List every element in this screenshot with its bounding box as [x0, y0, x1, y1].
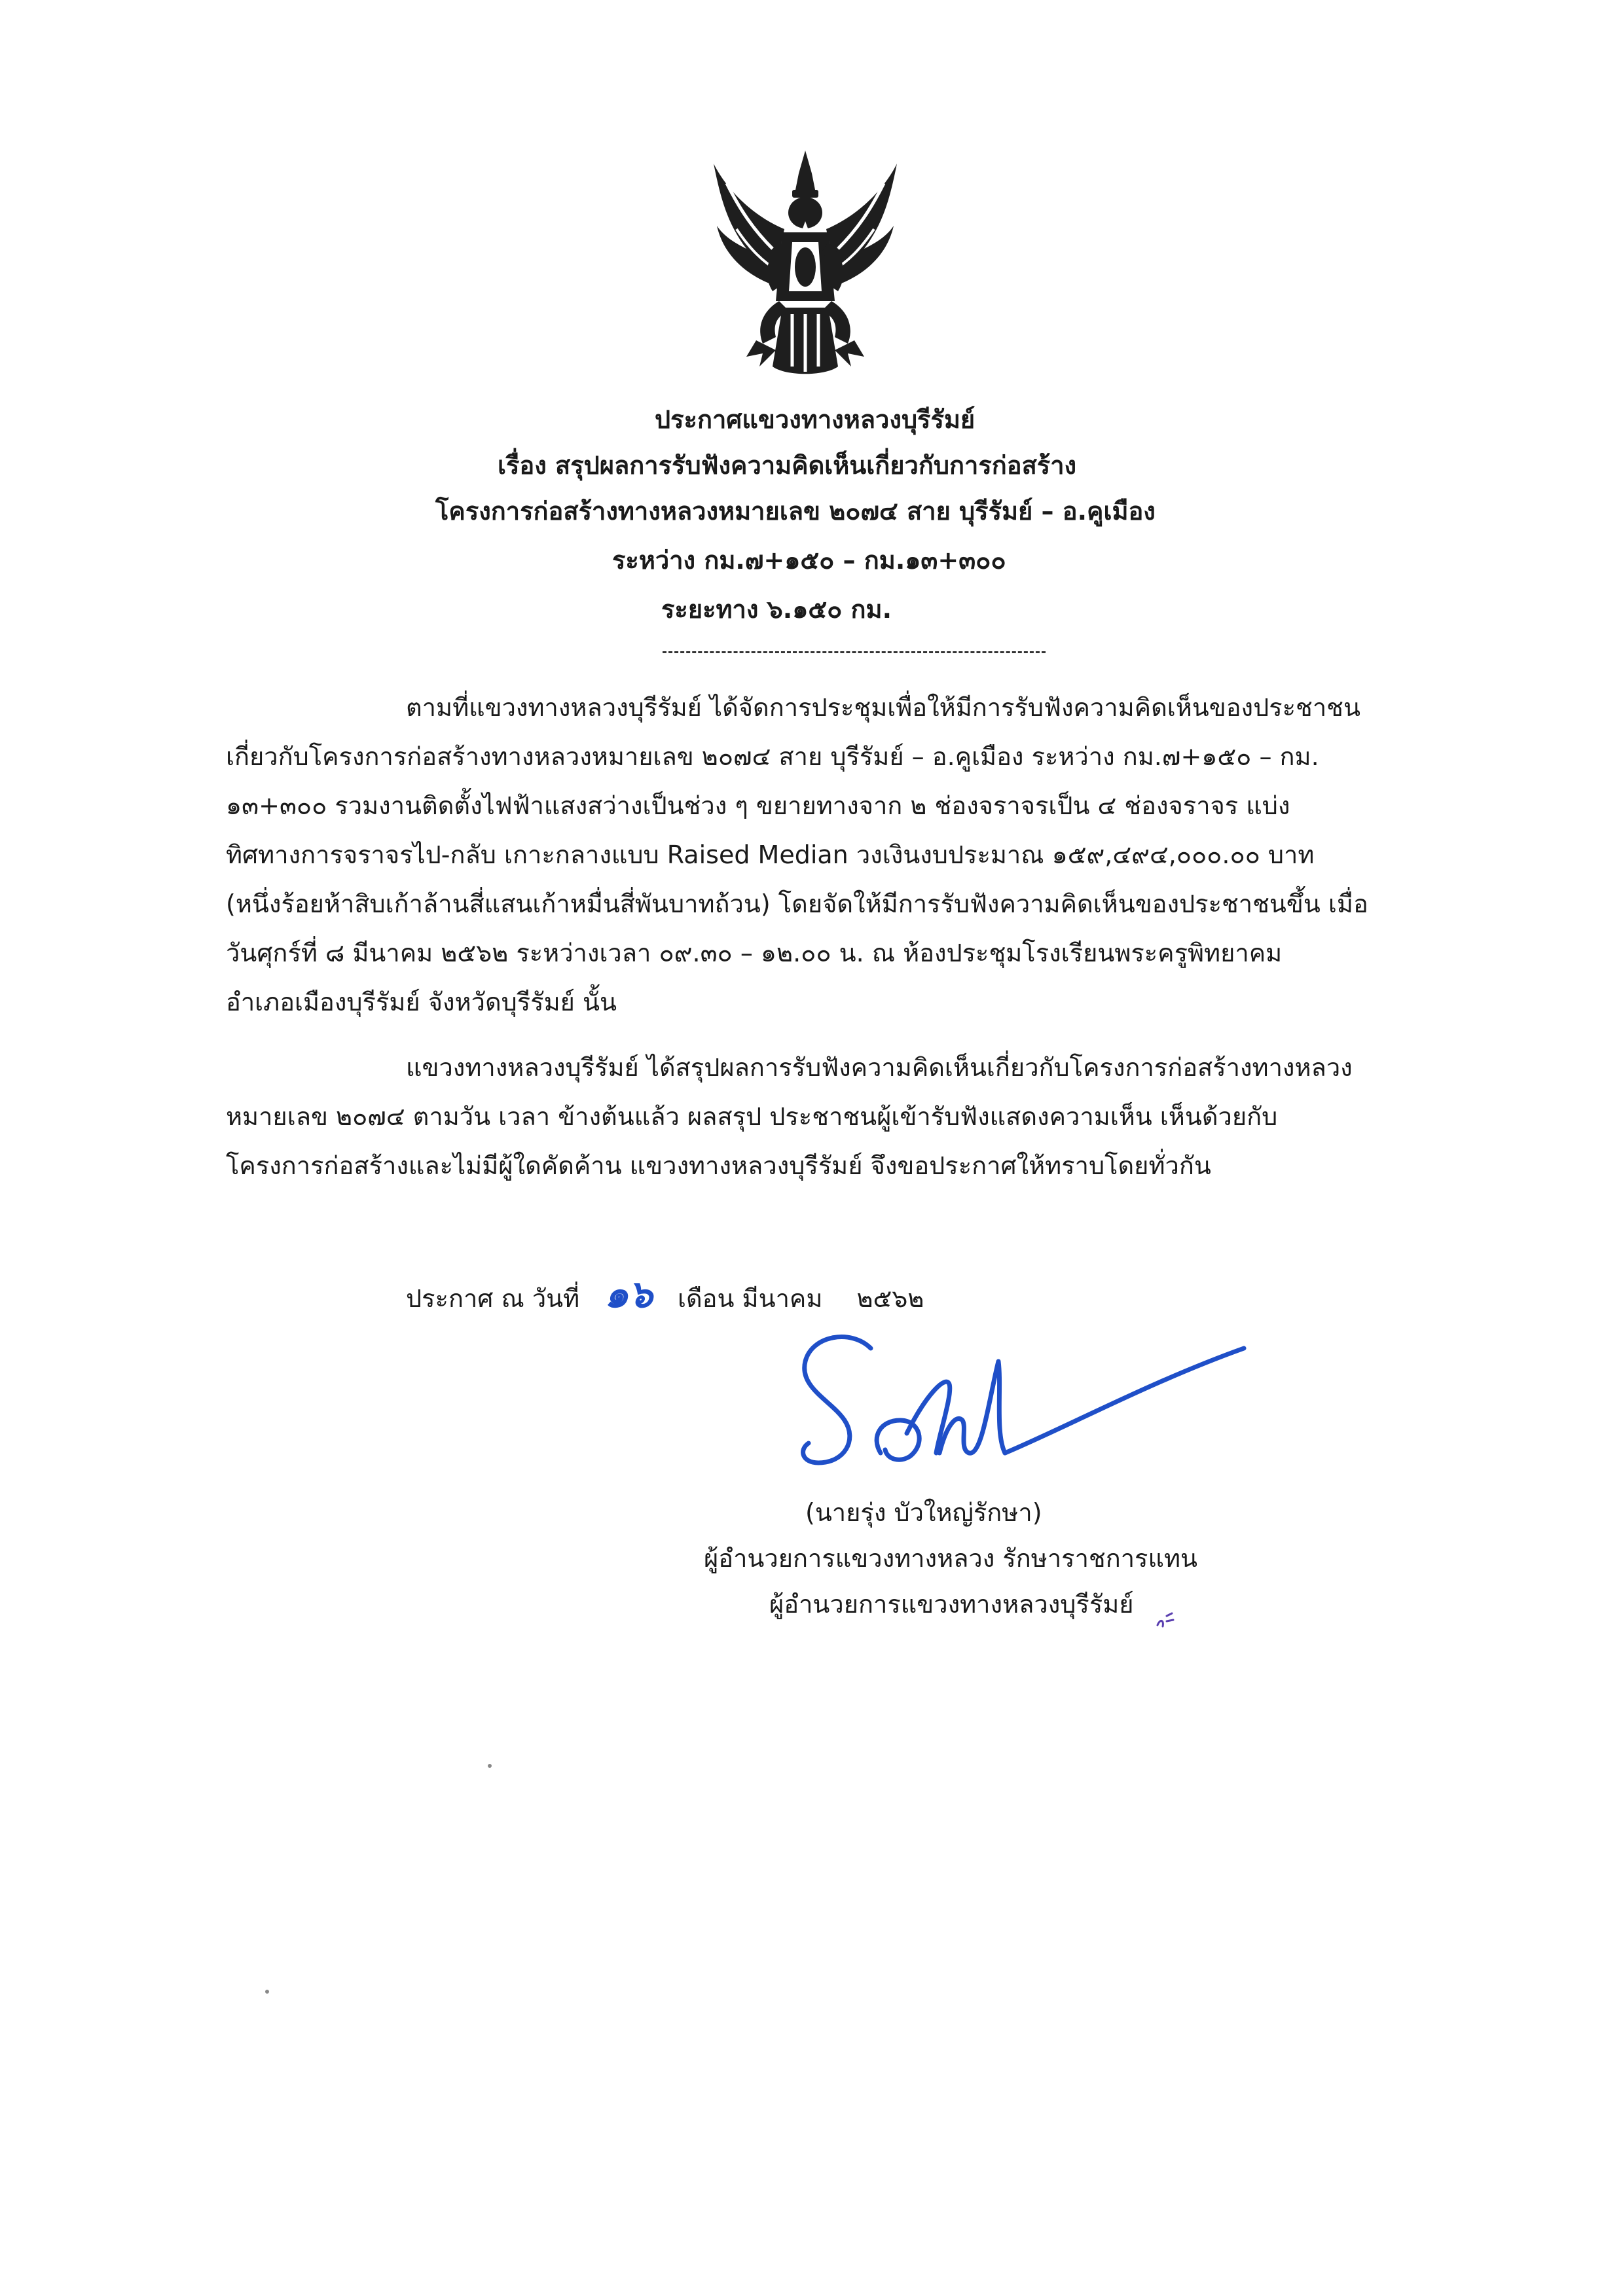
header-divider — [663, 651, 1046, 653]
scan-speck — [488, 1764, 492, 1768]
paragraph-line: ตามที่แขวงทางหลวงบุรีรัมย์ ได้จัดการประชุมเพื่อให้มีการรับฟังความคิดเห็นของประชาชน — [406, 693, 1360, 722]
paragraph-line: แขวงทางหลวงบุรีรัมย์ ได้สรุปผลการรับฟังความคิดเห็นเกี่ยวกับโครงการก่อสร้างทางหลวง — [406, 1053, 1353, 1082]
signer-name: (นายรุ่ง บัวใหญ่รักษา) — [805, 1498, 1042, 1527]
handwritten-signature — [773, 1322, 1270, 1486]
paragraph-line: หมายเลข ๒๐๗๔ ตามวัน เวลา ข้างต้นแล้ว ผลสรุป ประชาชนผู้เข้ารับฟังแสดงความเห็น เห็นด้วยกับ — [226, 1102, 1278, 1131]
scan-speck — [265, 1990, 269, 1994]
signer-position-acting: ผู้อำนวยการแขวงทางหลวง รักษาราชการแทน — [704, 1544, 1197, 1573]
paragraph-line: อำเภอเมืองบุรีรัมย์ จังหวัดบุรีรัมย์ นั้น — [226, 988, 617, 1016]
date-prefix: ประกาศ ณ วันที่ — [406, 1284, 580, 1313]
paragraph-line: ทิศทางการจราจรไป-กลับ เกาะกลางแบบ Raised Median วงเงินงบประมาณ ๑๕๙,๔๙๔,๐๐๐.๐๐ บาท — [226, 840, 1315, 869]
date-month: เดือน มีนาคม — [678, 1284, 823, 1313]
header-line-agency: ประกาศแขวงทางหลวงบุรีรัมย์ — [655, 405, 976, 434]
paragraph-line: โครงการก่อสร้างและไม่มีผู้ใดคัดค้าน แขวงทางหลวงบุรีรัมย์ จึงขอประกาศให้ทราบโดยทั่วกัน — [226, 1151, 1211, 1180]
header-line-distance: ระยะทาง ๖.๑๕๐ กม. — [661, 595, 892, 624]
paragraph-line: วันศุกร์ที่ ๘ มีนาคม ๒๕๖๒ ระหว่างเวลา ๐๙.๓๐ – ๑๒.๐๐ น. ณ ห้องประชุมโรงเรียนพระครูพิทยาคม — [226, 939, 1283, 967]
paragraph-line: เกี่ยวกับโครงการก่อสร้างทางหลวงหมายเลข ๒๐๗๔ สาย บุรีรัมย์ – อ.คูเมือง ระหว่าง กม.๗+๑๕๐ – กม. — [226, 742, 1319, 771]
header-line-section: ระหว่าง กม.๗+๑๕๐ – กม.๑๓+๓๐๐ — [612, 546, 1006, 575]
signer-position-director: ผู้อำนวยการแขวงทางหลวงบุรีรัมย์ — [769, 1590, 1134, 1619]
date-day-handwritten: ๑๖ — [604, 1272, 653, 1316]
header-line-project: โครงการก่อสร้างทางหลวงหมายเลข ๒๐๗๔ สาย บุรีรัมย์ – อ.คูเมือง — [435, 497, 1156, 526]
announcement-date — [406, 1263, 924, 1324]
initial-mark — [1152, 1607, 1178, 1633]
header-line-subject: เรื่อง สรุปผลการรับฟังความคิดเห็นเกี่ยวกับการก่อสร้าง — [498, 451, 1077, 480]
garuda-emblem — [701, 144, 910, 386]
date-year: ๒๕๖๒ — [856, 1284, 924, 1313]
paragraph-line: (หนึ่งร้อยห้าสิบเก้าล้านสี่แสนเก้าหมื่นสี่พันบาทถ้วน) โดยจัดให้มีการรับฟังความคิดเห็นของประชาชนขึ้น เมื่อ — [226, 889, 1368, 918]
paragraph-line: ๑๓+๓๐๐ รวมงานติดตั้งไฟฟ้าแสงสว่างเป็นช่วง ๆ ขยายทางจาก ๒ ช่องจราจรเป็น ๔ ช่องจราจร แบ่ง — [226, 791, 1290, 820]
